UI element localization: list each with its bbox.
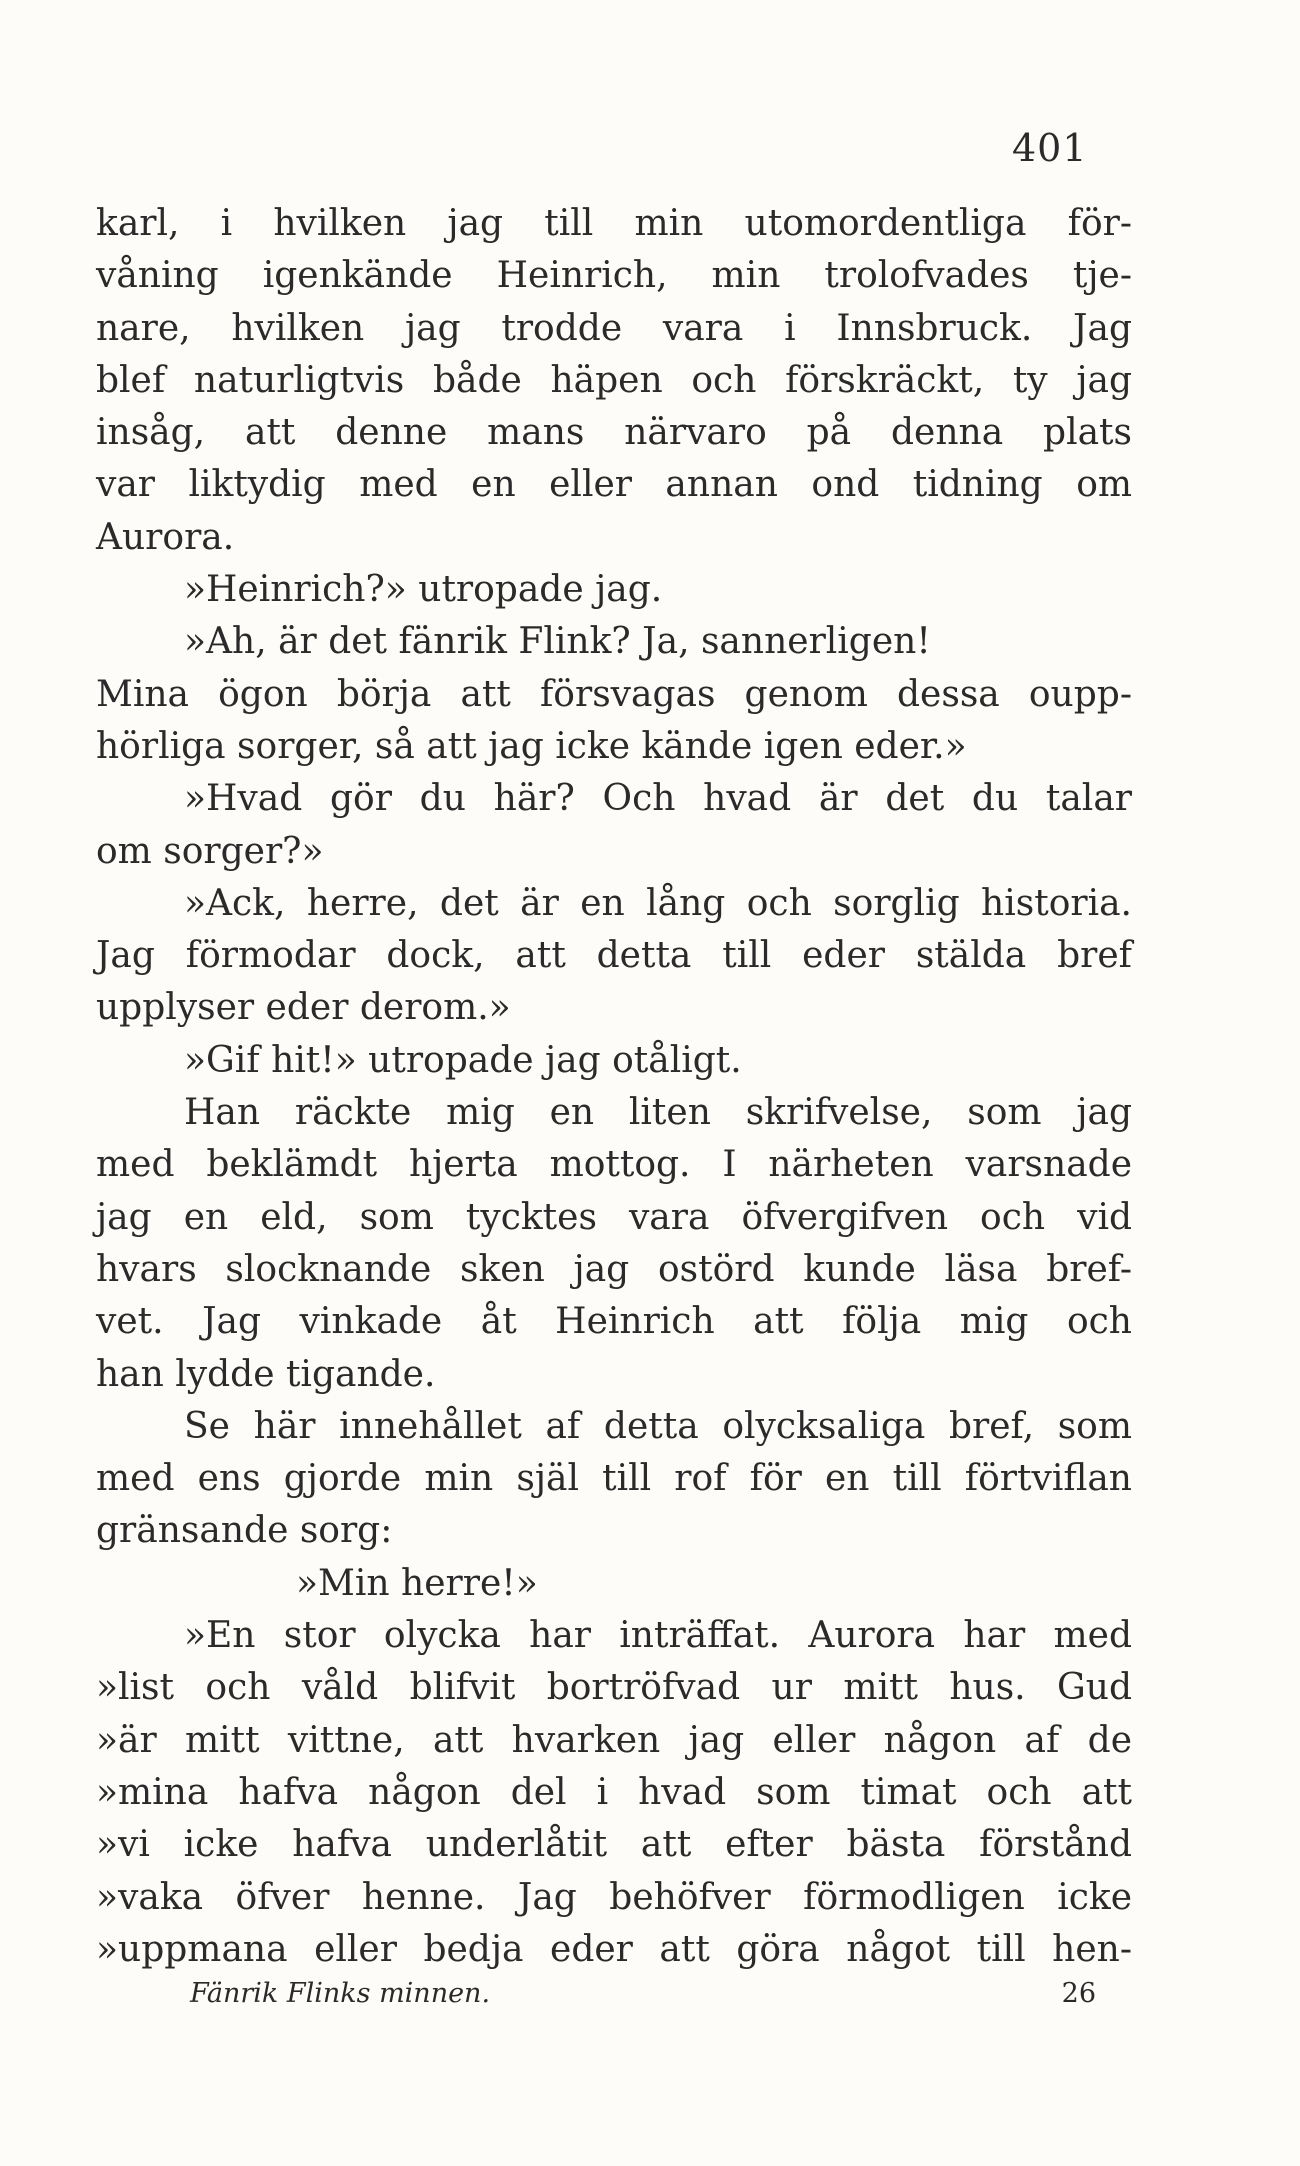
text-line: »är mitt vittne, att hvarken jag eller någon af de (96, 1719, 1132, 1761)
text-line: han lydde tigande. (96, 1353, 436, 1395)
text-line: Se här innehållet af detta olycksaliga bref, som (184, 1405, 1132, 1447)
text-line: blef naturligtvis både häpen och förskräckt, ty jag (96, 359, 1132, 401)
text-line: »mina hafva någon del i hvad som timat och att (96, 1771, 1132, 1813)
text-line: med ens gjorde min själ till rof för en till förtviflan (96, 1458, 1132, 1500)
text-line: »Gif hit!» utropade jag otåligt. (184, 1039, 742, 1081)
text-line: »Ack, herre, det är en lång och sorglig historia. (184, 882, 1132, 924)
text-line: Han räckte mig en liten skrifvelse, som jag (184, 1092, 1132, 1134)
text-line: våning igenkände Heinrich, min trolofvades tje- (96, 255, 1132, 297)
text-line: »Min herre!» (296, 1562, 538, 1604)
text-line: »uppmana eller bedja eder att göra något till hen- (96, 1928, 1132, 1970)
text-line: var liktydig med en eller annan ond tidning om (96, 464, 1132, 506)
text-line: jag en eld, som tycktes vara öfvergifven och vid (96, 1196, 1132, 1238)
text-line: »En stor olycka har inträffat. Aurora har med (184, 1615, 1132, 1657)
text-line: »vaka öfver henne. Jag behöfver förmodligen icke (96, 1876, 1132, 1918)
text-line: Jag förmodar dock, att detta till eder stälda bref (96, 935, 1132, 977)
text-line: insåg, att denne mans närvaro på denna plats (96, 412, 1132, 454)
text-line: upplyser eder derom.» (96, 987, 511, 1029)
text-line: »vi icke hafva underlåtit att efter bästa förstånd (96, 1824, 1132, 1866)
page-footer (190, 1978, 1096, 2009)
body-text (96, 198, 1132, 1976)
text-line: »Heinrich?» utropade jag. (184, 569, 663, 611)
text-line: hvars slocknande sken jag ostörd kunde läsa bref- (96, 1248, 1132, 1290)
text-line: hörliga sorger, så att jag icke kände igen eder.» (96, 725, 967, 767)
footer-book-title: Fänrik Flinks minnen. (190, 1978, 491, 2009)
text-line: Aurora. (96, 516, 235, 558)
text-line: nare, hvilken jag trodde vara i Innsbruck. Jag (96, 307, 1132, 349)
text-line: gränsande sorg: (96, 1510, 393, 1552)
text-line: »Hvad gör du här? Och hvad är det du talar (184, 778, 1132, 820)
text-line: »list och våld blifvit bortröfvad ur mitt hus. Gud (96, 1667, 1132, 1709)
footer-signature-mark: 26 (1061, 1978, 1096, 2009)
page-number: 401 (1012, 126, 1088, 170)
text-line: med beklämdt hjerta mottog. I närheten varsnade (96, 1144, 1132, 1186)
text-line: Mina ögon börja att försvagas genom dessa oupp- (96, 673, 1132, 715)
text-line: vet. Jag vinkade åt Heinrich att följa mig och (96, 1301, 1132, 1343)
text-line: karl, i hvilken jag till min utomordentliga för- (96, 203, 1132, 244)
text-line: om sorger?» (96, 830, 324, 872)
text-line: »Ah, är det fänrik Flink? Ja, sannerligen! (184, 621, 931, 663)
